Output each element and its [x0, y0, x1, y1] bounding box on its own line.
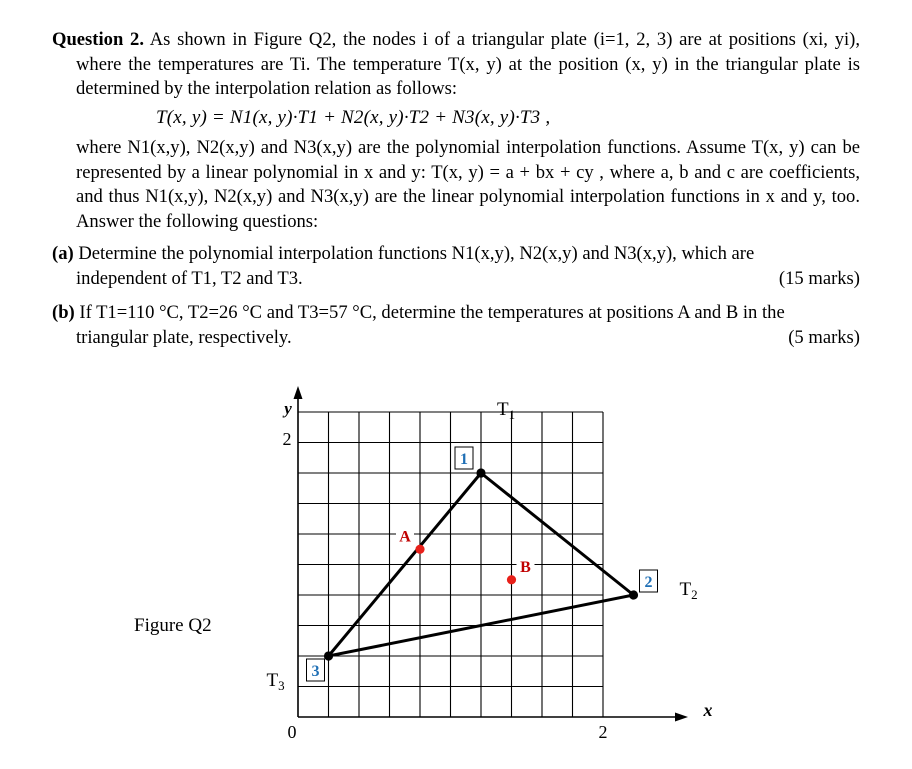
node-1-label: 1	[460, 451, 468, 468]
part-b-marks: (5 marks)	[788, 326, 860, 348]
part-a-text-line1: Determine the polynomial interpolation functions N1(x,y), N2(x,y) and N3(x,y), which are	[73, 243, 755, 264]
question-description: where N1(x,y), N2(x,y) and N3(x,y) are the polynomial interpolation functions. Assume T(x, y) can be represented by a linear polynomial in x and y: T(x, y) = a + bx + cy , where a, b and c are coefficients, and thus N1(x,y), N2(x,y) and N3(x,y) are the linear polynomial interpolation functions in x and y, too. Answer the following questions:	[76, 137, 860, 232]
node-2-temp-label: $T_2$	[679, 579, 698, 602]
part-b-text-line2: triangular plate, respectively.	[76, 326, 292, 348]
figure-caption: Figure Q2	[134, 615, 212, 636]
point-A-dot	[415, 545, 424, 554]
part-a-marks: (15 marks)	[778, 267, 860, 289]
grid	[298, 412, 603, 717]
node-3-temp-label: $T_3$	[266, 670, 285, 693]
point-B-dot	[507, 575, 516, 584]
node-2-label: 2	[644, 574, 653, 591]
interpolation-equation: T(x, y) = N1(x, y)·T1 + N2(x, y)·T2 + N3(x, y)·T3 ,	[156, 106, 551, 128]
origin-label: 0	[287, 722, 297, 742]
y-axis-arrow-icon	[294, 386, 303, 399]
part-a-label: (a)	[52, 243, 74, 264]
x-tick-label: 2	[598, 722, 608, 742]
y-axis-label: y	[284, 399, 292, 418]
point-A-label: A	[399, 528, 411, 546]
part-a-text-line2: independent of T1, T2 and T3.	[76, 267, 303, 289]
node-1-dot	[476, 468, 485, 477]
part-b-text-line1: If T1=110 °C, T2=26 °C and T3=57 °C, determine the temperatures at positions A and B in the	[74, 302, 785, 323]
node-1-temp-label: $T_1$	[497, 399, 516, 422]
question-heading: Question 2.	[52, 29, 144, 50]
figure-marks	[267, 399, 698, 693]
x-axis-arrow-icon	[675, 713, 688, 722]
x-axis-label: x	[703, 700, 713, 720]
y-tick-label: 2	[282, 429, 292, 449]
point-B-label: B	[520, 558, 531, 576]
node-3-label: 3	[311, 663, 320, 680]
node-3-dot	[324, 651, 333, 660]
question-intro-text: As shown in Figure Q2, the nodes i of a triangular plate (i=1, 2, 3) are at positions (xi, yi), where the temperatures are Ti. The temperature T(x, y) at the position (x, y) in the triangular plate is determined by the interpolation relation as follows:	[76, 29, 860, 99]
part-b-label: (b)	[52, 302, 75, 323]
node-2-dot	[629, 590, 638, 599]
